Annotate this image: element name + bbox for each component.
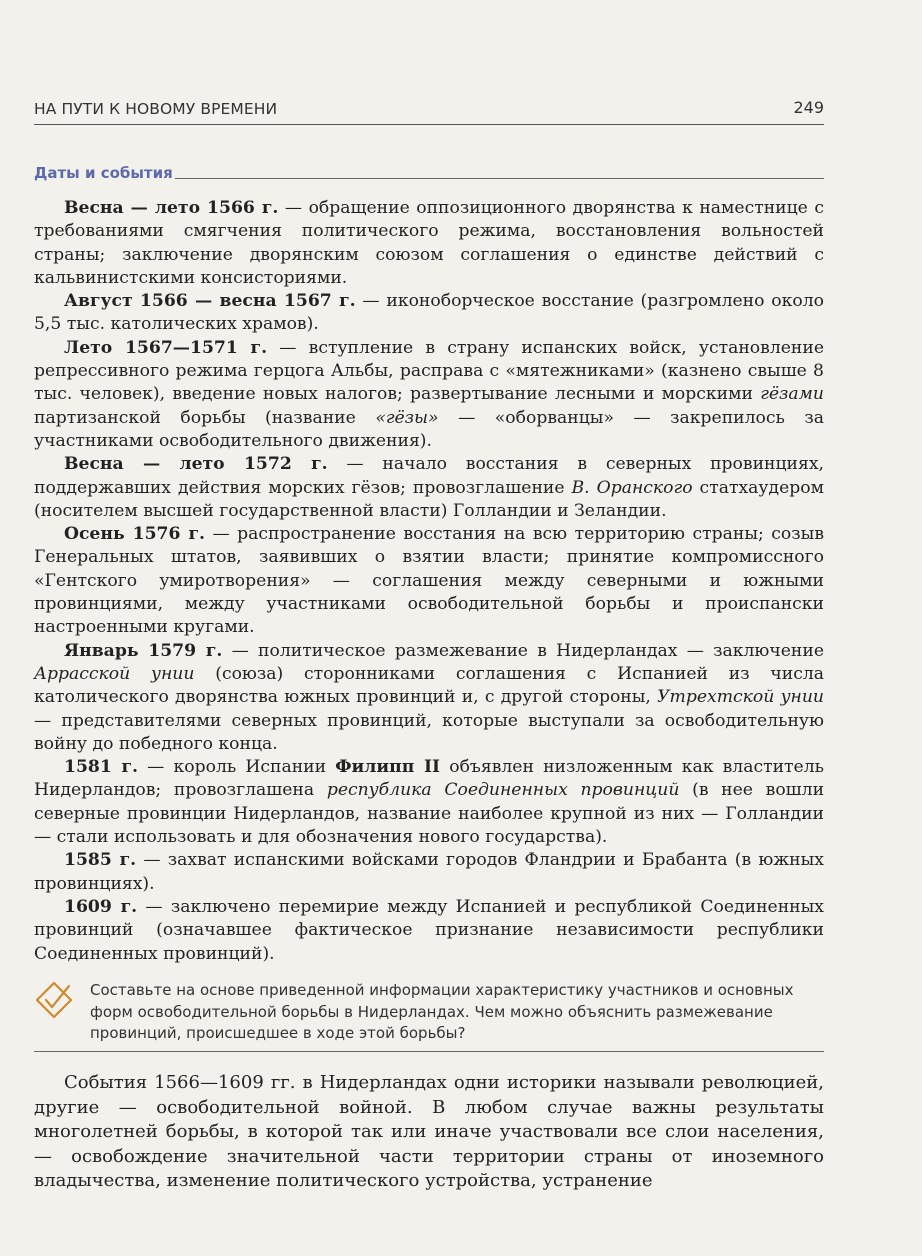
task-box	[34, 980, 824, 1046]
event-entry	[34, 197, 824, 290]
event-date: Январь 1579 г.	[64, 640, 223, 661]
heading-rule	[175, 177, 824, 179]
body-paragraph: События 1566—1609 гг. в Нидерландах одни историки называли революцией, другие — освободительной войной. В любом случае важны результаты многолетней борьбы, в которой так или иначе участвовали все слои населения, — освобождение значительной части территории страны от иноземного владычества, изменение политического устройства, устранение	[34, 1072, 824, 1191]
event-text: — захват испанскими войсками городов Фландрии и Брабанта (в южных провинциях).	[34, 850, 824, 894]
event-text: — политическое размежевание в Нидерландах — заключение	[222, 640, 824, 661]
event-text: (в нее вошли северные провинции Нидерландов, название наиболее крупной из них — Голландии — стали использовать и для обозначения нового государства).	[34, 780, 825, 848]
event-term: Утрехтской унии	[657, 687, 824, 708]
event-text: статхаудером (носителем высшей государственной власти) Голландии и Зеландии.	[34, 477, 824, 521]
event-term: гёзами	[760, 384, 824, 405]
section-heading	[34, 164, 824, 182]
event-date: Весна — лето 1572 г.	[64, 454, 328, 475]
event-entry	[34, 290, 824, 337]
event-text: (союза) сторонниками соглашения с Испанией из числа католического дворянства южных провинций и, с другой стороны,	[34, 663, 824, 708]
events-list	[34, 197, 824, 966]
event-date: Август 1566 — весна 1567 г.	[64, 291, 356, 312]
page-number: 249	[793, 98, 824, 117]
event-person: Филипп II	[335, 757, 441, 778]
task-text: Составьте на основе приведенной информации характеристику участников и основных форм освободительной борьбы в Нидерландах. Чем можно объяснить размежевание провинций, происшедшее в ходе этой борьбы?	[90, 981, 794, 1042]
event-term: республика Соединенных провинций	[326, 780, 680, 801]
event-term: В. Оранского	[571, 477, 693, 498]
event-entry	[34, 896, 824, 966]
event-entry	[34, 849, 824, 896]
event-text: — вступление в страну испанских войск, установление репрессивного режима герцога Альбы, расправа с «мятежниками» (казнено свыше 8 тыс. человек), введение новых налогов; развертывание лесными и морскими	[34, 337, 825, 405]
event-date: 1581 г.	[64, 757, 139, 778]
section-heading-label: Даты и события	[34, 164, 173, 182]
event-entry	[34, 640, 824, 756]
event-entry	[34, 453, 824, 523]
event-date: Весна — лето 1566 г.	[64, 198, 279, 218]
event-text: — представителями северных провинций, которые выступали за освободительную войну до победного конца.	[34, 710, 824, 754]
event-text: объявлен низложенным как властитель Нидерландов; провозглашена	[34, 757, 824, 801]
checkmark-task-icon	[34, 980, 74, 1020]
event-entry	[34, 756, 824, 849]
running-title: НА ПУТИ К НОВОМУ ВРЕМЕНИ	[34, 100, 278, 118]
event-text: — начало восстания в северных провинциях, поддержавших действия морских гёзов; провозглашение	[34, 454, 824, 498]
page-header	[34, 98, 824, 125]
event-date: Лето 1567—1571 г.	[64, 337, 268, 358]
event-entry	[34, 523, 824, 639]
event-term: Аррасской унии	[34, 663, 195, 684]
event-term: «гёзы»	[375, 407, 439, 428]
event-text: партизанской борьбы (название	[34, 407, 376, 428]
event-date: 1585 г.	[64, 850, 137, 871]
event-date: Осень 1576 г.	[64, 524, 205, 545]
event-text: — заключено перемирие между Испанией и республикой Соединенных провинций (означавшее фактическое признание независимости республики Соединенных провинций).	[34, 896, 824, 964]
body-text	[34, 1071, 824, 1194]
event-text: — иконоборческое восстание (разгромлено около 5,5 тыс. католических храмов).	[34, 291, 824, 335]
event-entry	[34, 337, 824, 453]
event-date: 1609 г.	[64, 896, 138, 917]
event-text: — распространение восстания на всю территорию страны; созыв Генеральных штатов, заявивших о взятии власти; принятие компромиссного «Гентского умиротворения» — соглашения между северными и южными провинциями, между участниками освободительной борьбы и происпански настроенными кругами.	[34, 524, 824, 638]
divider	[34, 1051, 824, 1052]
event-text: — обращение оппозиционного дворянства к наместнице с требованиями смягчения политического режима, восстановления вольностей страны; заключение дворянским союзом соглашения о единстве действий с кальвинистскими консисториями.	[34, 198, 824, 288]
event-text: — король Испании	[138, 757, 336, 778]
event-text: — «оборванцы» — закрепилось за участниками освободительного движения).	[34, 407, 824, 451]
